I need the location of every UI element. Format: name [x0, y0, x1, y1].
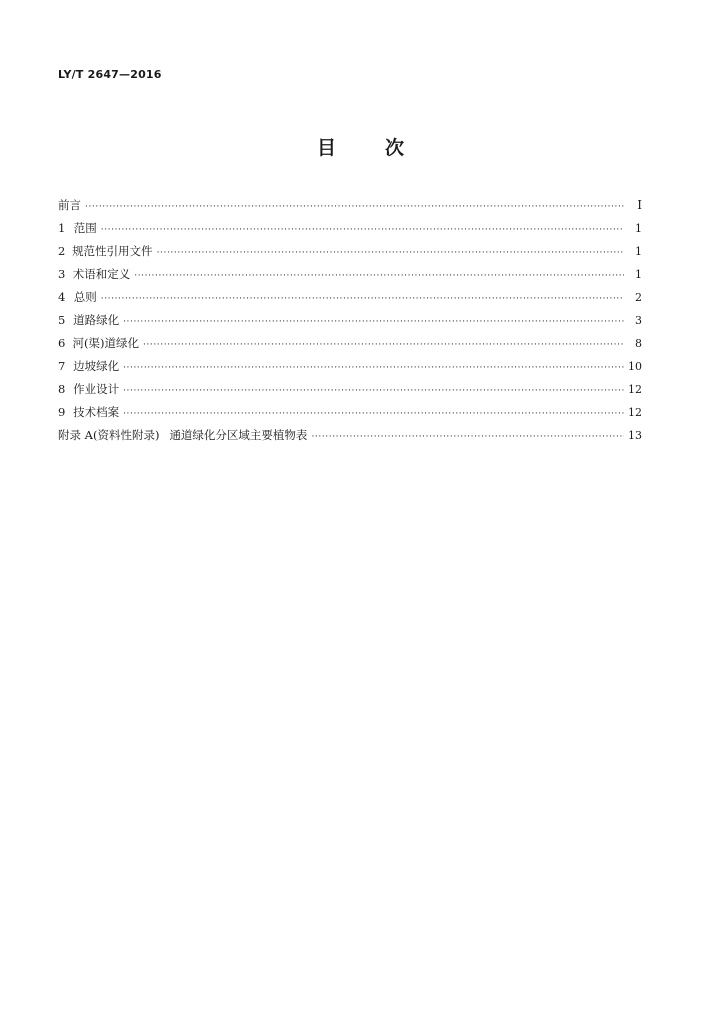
appendix-subtitle: 通道绿化分区域主要植物表 — [169, 428, 308, 442]
toc-entry-page: 12 — [628, 406, 642, 419]
toc-leader — [311, 426, 624, 449]
page-title — [0, 133, 724, 160]
toc-leader — [101, 288, 624, 311]
toc-entry-number: 3 — [58, 267, 66, 281]
toc-entry-number: 5 — [58, 313, 66, 327]
toc-entry-9[interactable] — [58, 401, 642, 424]
toc-entry-number: 4 — [58, 290, 66, 304]
toc-entry-number: 1 — [58, 221, 66, 235]
toc-entry-title: 总则 — [73, 290, 97, 304]
table-of-contents — [58, 194, 642, 447]
toc-entry-4[interactable] — [58, 286, 642, 309]
toc-entry-title: 技术档案 — [73, 405, 120, 419]
toc-leader — [85, 196, 624, 219]
toc-entry-page: 2 — [635, 291, 642, 304]
toc-leader — [143, 334, 624, 357]
toc-entry-page: 1 — [635, 268, 642, 281]
page-title-part2: 次 — [385, 137, 408, 159]
toc-leader — [123, 311, 624, 334]
toc-leader — [101, 219, 624, 242]
toc-entry-appendix-a[interactable] — [58, 424, 642, 447]
toc-entry-page: 1 — [635, 222, 642, 235]
toc-entry-page: 8 — [635, 337, 642, 350]
toc-leader — [123, 403, 624, 426]
toc-leader — [123, 380, 624, 403]
toc-entry-title: 术语和定义 — [72, 267, 131, 281]
toc-entry-number: 8 — [58, 382, 66, 396]
toc-entry-title: 前言 — [58, 198, 81, 212]
toc-entry-title: 范围 — [73, 221, 97, 235]
toc-entry-number: 2 — [58, 244, 66, 258]
toc-entry-8[interactable] — [58, 378, 642, 401]
toc-entry-page: 12 — [628, 383, 642, 396]
toc-entry-2[interactable] — [58, 240, 642, 263]
toc-leader — [157, 242, 624, 265]
toc-entry-1[interactable] — [58, 217, 642, 240]
toc-entry-6[interactable] — [58, 332, 642, 355]
toc-entry-title: 规范性引用文件 — [72, 244, 153, 258]
toc-entry-3[interactable] — [58, 263, 642, 286]
appendix-label: 附录 A(资料性附录) — [58, 428, 160, 442]
toc-entry-foreword[interactable] — [58, 194, 642, 217]
toc-entry-title: 边坡绿化 — [73, 359, 120, 373]
toc-entry-title — [58, 424, 311, 447]
toc-entry-page: 10 — [628, 360, 642, 373]
toc-entry-title: 作业设计 — [73, 382, 120, 396]
standard-code: LY/T 2647—2016 — [58, 68, 162, 81]
toc-entry-number: 7 — [58, 359, 66, 373]
toc-entry-number: 9 — [58, 405, 66, 419]
toc-entry-page: Ⅰ — [637, 198, 642, 212]
toc-entry-page: 1 — [635, 245, 642, 258]
toc-entry-title: 道路绿化 — [73, 313, 120, 327]
toc-leader — [134, 265, 624, 288]
page-title-part1: 目 — [316, 137, 339, 159]
toc-entry-title: 河(渠)道绿化 — [72, 336, 139, 350]
toc-entry-page: 3 — [635, 314, 642, 327]
toc-entry-number: 6 — [58, 336, 66, 350]
toc-entry-page: 13 — [628, 429, 642, 442]
toc-entry-5[interactable] — [58, 309, 642, 332]
toc-leader — [123, 357, 624, 380]
toc-entry-7[interactable] — [58, 355, 642, 378]
